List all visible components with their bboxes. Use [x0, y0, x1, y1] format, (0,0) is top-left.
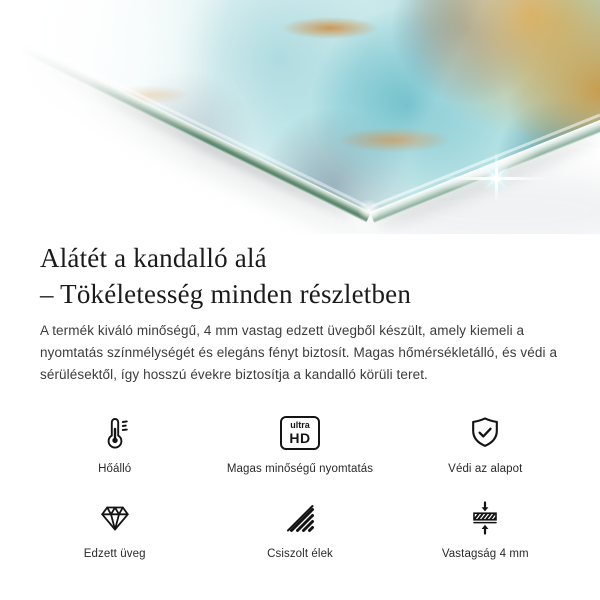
- feature-label: Magas minőségű nyomtatás: [226, 463, 374, 475]
- ultra-hd-icon-text-bottom: HD: [289, 430, 311, 446]
- glass-corner-glint: [356, 200, 382, 220]
- ultra-hd-icon: [280, 412, 320, 454]
- ultra-hd-icon-text-top: ultra: [290, 420, 310, 430]
- page-title: [40, 240, 560, 312]
- feature-label: Védi az alapot: [448, 463, 523, 475]
- feature-polished-edges: [207, 497, 392, 560]
- glass-glare: [0, 25, 366, 207]
- feature-protects-base: [393, 412, 578, 475]
- feature-heat-resistant: [22, 412, 207, 475]
- feature-label: Edzett üveg: [83, 548, 146, 560]
- feature-tempered-glass: [22, 497, 207, 560]
- glass-artwork-surface: [0, 0, 600, 234]
- shield-check-icon: [466, 412, 504, 454]
- product-image: [0, 0, 600, 234]
- thermometer-icon: [97, 412, 133, 454]
- polished-edges-icon: [282, 497, 318, 539]
- diamond-icon: [96, 497, 134, 539]
- page-title-line1: Alátét a kandalló alá: [40, 243, 267, 273]
- glass-glare: [371, 114, 600, 208]
- thickness-4mm-icon: [466, 497, 504, 539]
- feature-thickness: [393, 497, 578, 560]
- feature-grid: [0, 412, 600, 560]
- page-title-line2: – Tökéletesség minden részletben: [40, 279, 412, 309]
- feature-label: Hőálló: [98, 463, 132, 475]
- product-description-section: [0, 234, 600, 386]
- feature-label: Csiszolt élek: [267, 548, 333, 560]
- product-description: A termék kiváló minőségű, 4 mm vastag edzett üvegből készült, amely kiemeli a nyomtatás színmélységét és elegáns fényt biztosít. Magas hőmérsékletálló, és védi a sérülésektől, így hosszú évekre biztosítja a kandalló körüli teret.: [40, 323, 558, 382]
- feature-label: Vastagság 4 mm: [441, 548, 529, 560]
- feature-hd-print: [207, 412, 392, 475]
